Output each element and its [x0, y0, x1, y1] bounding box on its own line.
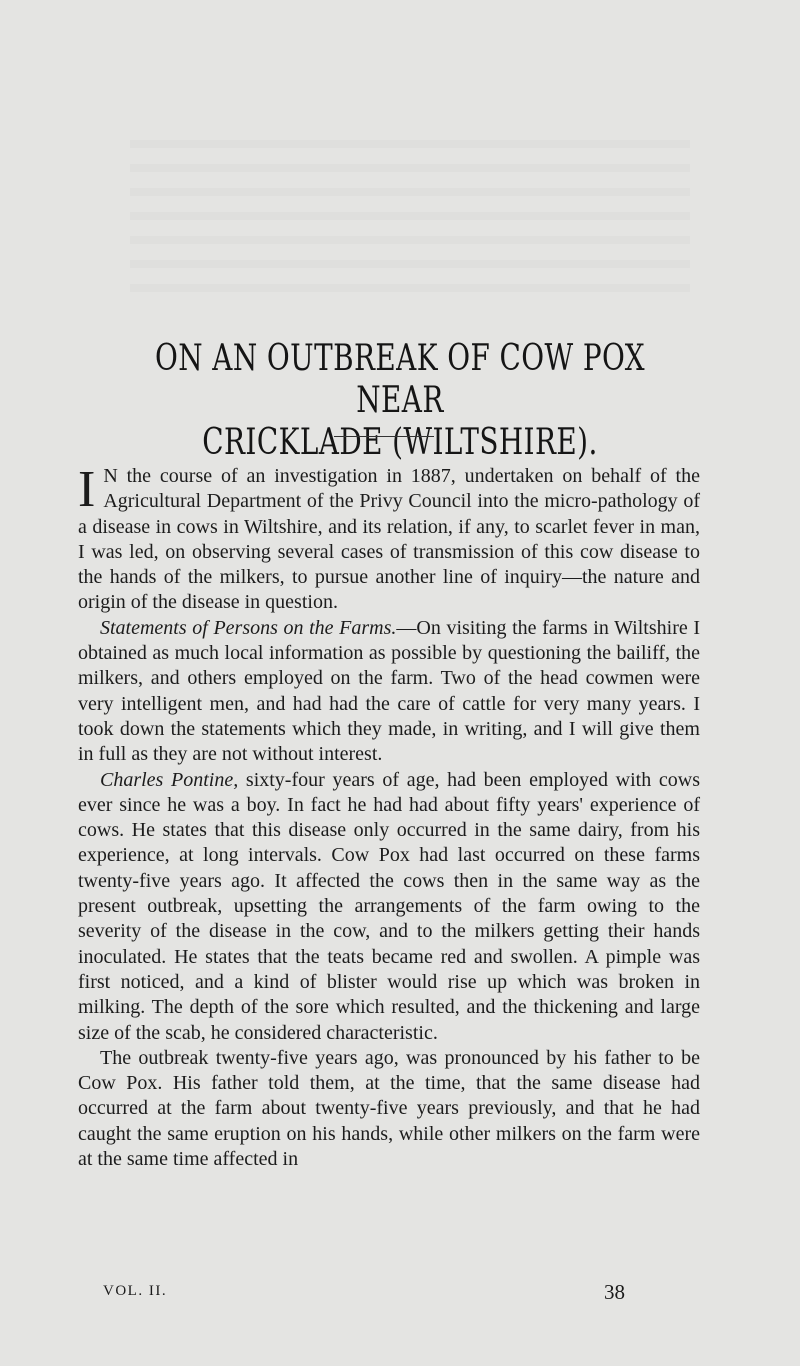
drop-cap: I [78, 461, 96, 518]
paragraph-4-text: The outbreak twenty-five years ago, was pronounced by his father to be Cow Pox. His father told them, at the time, that the same disease had occurred at the farm about twenty-five years previously, and that he had caught the same eruption on his hands, while other milkers on the farm were at the same time affected in [78, 1046, 700, 1171]
title-divider [334, 436, 434, 437]
page-number: 38 [604, 1280, 625, 1304]
paragraph-1 [78, 461, 700, 616]
paragraph-1-text: N the course of an investigation in 1887, undertaken on behalf of the Agricultural Department of the Privy Council into the micro-pathology of a disease in cows in Wiltshire, and its relation, if any, to scarlet fever in man, I was led, on observing several cases of transmission of this cow disease to the hands of the milkers, to pursue another line of inquiry—the nature and origin of the disease in question. [78, 465, 700, 614]
paragraph-3-text: sixty-four years of age, had been employed with cows ever since he was a boy. In fact he had had about fifty years' experience of cows. He states that this disease only occurred in the same dairy, from his experience, at long intervals. Cow Pox had last occurred on these farms twenty-five years ago. It affected the cows then in the same way as the present outbreak, upsetting the arrangements of the farm owing to the severity of the disease in the cow, and to the milkers getting their hands inoculated. He states that the teats became red and swollen. A pimple was first noticed, and a kind of blister would rise up which was broken in milking. The depth of the sore which resulted, and the thickening and large size of the scab, he considered characteristic. [78, 768, 700, 1044]
paragraph-2 [78, 616, 700, 768]
bleed-through-texture [130, 140, 690, 300]
paragraph-2-text: —On visiting the farms in Wiltshire I obtained as much local information as possible by questioning the bailiff, the milkers, and others employed on the farm. Two of the head cowmen were very intelligent men, and had had the care of cattle for very many years. I took down the statements which they made, in writing, and I will give them in full as they are not without interest. [78, 616, 701, 766]
person-name: Charles Pontine, [100, 768, 239, 791]
title-line-1: ON AN OUTBREAK OF COW POX NEAR [154, 338, 646, 421]
paragraph-3 [78, 768, 700, 1046]
title-line-2: CRICKLADE (WILTSHIRE). [202, 422, 598, 463]
article-body [78, 461, 701, 1172]
article-title [108, 338, 693, 464]
section-heading: Statements of Persons on the Farms. [100, 616, 397, 639]
paragraph-4 [78, 1046, 700, 1172]
volume-label: VOL. II. [103, 1283, 168, 1299]
